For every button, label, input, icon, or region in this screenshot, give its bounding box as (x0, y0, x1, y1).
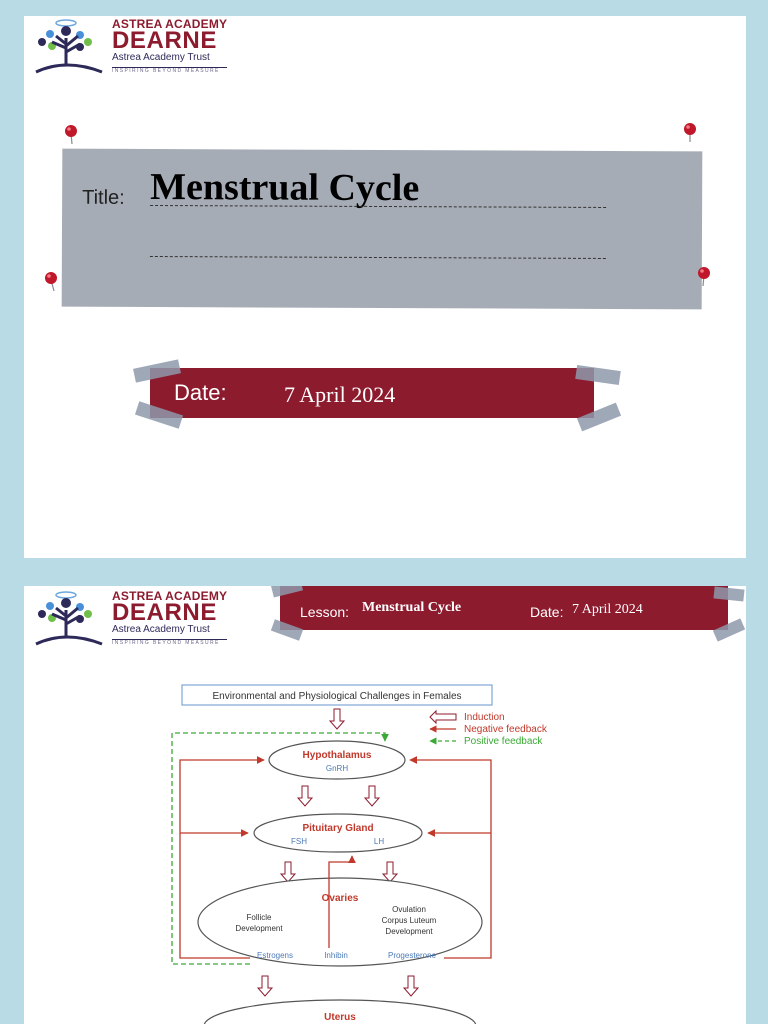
title-slide (24, 16, 746, 558)
legend-induction-arrow-icon (430, 711, 456, 723)
ovulation-label-3: Development (385, 927, 433, 936)
inhibin-label: Inhibin (324, 951, 348, 960)
lesson-value: Menstrual Cycle (362, 600, 462, 615)
induction-arrow-icon (330, 709, 344, 729)
uterus-label: Uterus (324, 1012, 356, 1023)
lesson-label: Lesson: (300, 604, 350, 620)
logo-academy-name: ASTREA ACADEMY (112, 589, 228, 603)
ovulation-label-1: Ovulation (392, 905, 426, 914)
logo-tagline: INSPIRING BEYOND MEASURE (112, 67, 227, 74)
follicle-label-2: Development (235, 924, 283, 933)
fsh-label: FSH (291, 837, 307, 846)
logo-academy-name: ASTREA ACADEMY (112, 17, 228, 31)
push-pin-icon (683, 122, 697, 142)
estrogens-label: Estrogens (256, 951, 294, 960)
hypothalamus-label: Hypothalamus (302, 750, 372, 761)
title-card (62, 149, 703, 310)
title-value: Menstrual Cycle (150, 165, 420, 210)
date-value: 7 April 2024 (284, 382, 396, 407)
ovaries-label: Ovaries (321, 893, 359, 904)
legend-negative: Negative feedback (464, 724, 547, 735)
logo-tagline: INSPIRING BEYOND MEASURE (112, 639, 227, 646)
induction-arrow-icon (258, 976, 272, 996)
push-pin-icon (697, 266, 711, 286)
lh-label: LH (373, 837, 385, 846)
induction-arrow-icon (383, 862, 397, 882)
legend (430, 711, 548, 747)
follicle-label-1: Follicle (246, 913, 272, 922)
logo-school-name: DEARNE (112, 27, 217, 54)
lesson-slide (24, 586, 746, 1024)
logo-trust-name: Astrea Academy Trust (112, 624, 210, 635)
logo-trust-name: Astrea Academy Trust (112, 52, 210, 63)
date-ribbon (150, 368, 594, 418)
induction-arrow-icon (281, 862, 295, 882)
logo-wordmark (112, 18, 227, 74)
title-dashed-line-2 (150, 256, 606, 259)
induction-arrow-icon (298, 786, 312, 806)
lesson-date-value: 7 April 2024 (572, 602, 643, 617)
tree-logo-icon (32, 18, 108, 74)
gnrh-label: GnRH (325, 764, 349, 773)
hormone-feedback-diagram (24, 586, 746, 1024)
pituitary-label: Pituitary Gland (302, 823, 374, 834)
push-pin-icon (44, 271, 58, 291)
title-label: Title: (82, 186, 125, 209)
logo-school-name: DEARNE (112, 599, 217, 626)
date-label: Date: (174, 380, 227, 405)
challenges-text: Environmental and Physiological Challenges in Females (212, 691, 462, 702)
induction-arrow-icon (404, 976, 418, 996)
progesterone-label: Progesterone (387, 951, 437, 960)
induction-arrow-icon (365, 786, 379, 806)
ovulation-label-2: Corpus Luteum (381, 916, 437, 925)
push-pin-icon (64, 124, 78, 144)
school-logo (32, 18, 227, 74)
legend-positive: Positive feedback (464, 736, 543, 747)
legend-induction: Induction (464, 712, 505, 723)
lesson-date-label: Date: (530, 604, 564, 620)
